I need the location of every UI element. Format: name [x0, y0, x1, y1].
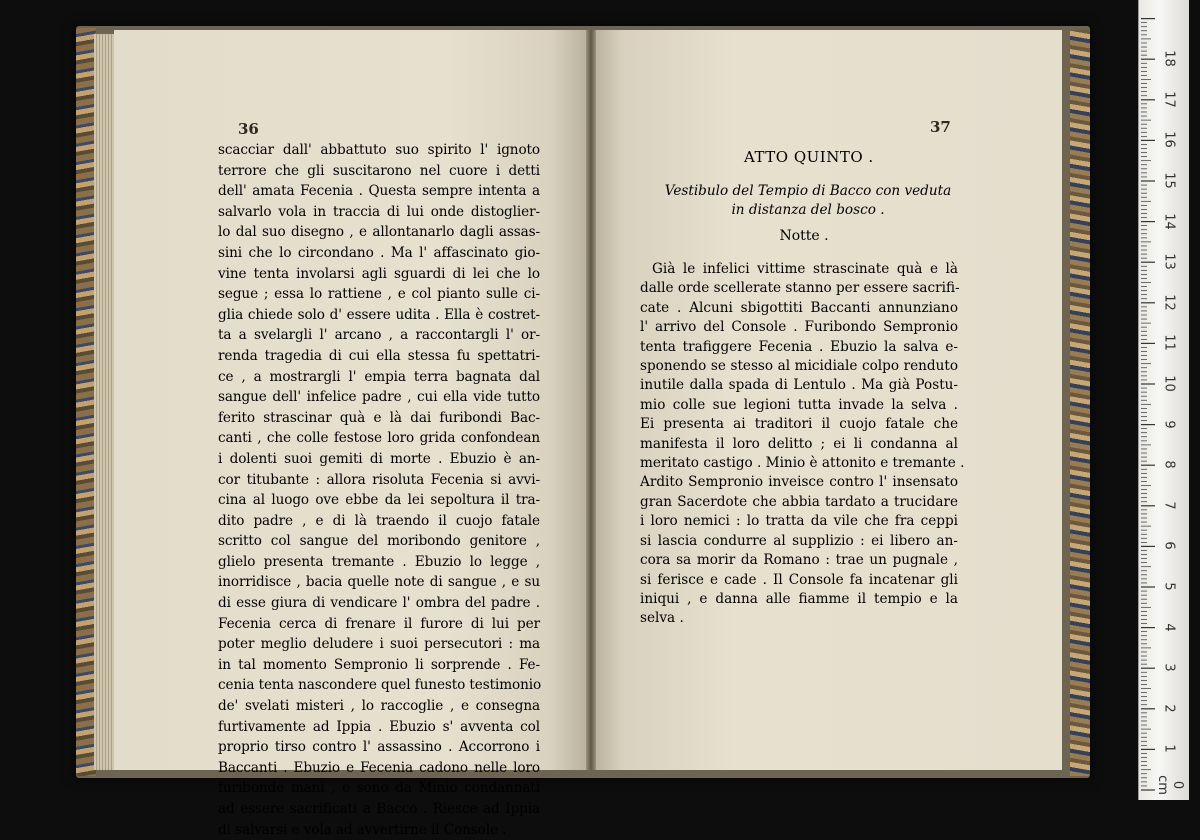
- scene-description: [648, 182, 968, 220]
- ruler-label: 6: [1161, 541, 1177, 551]
- text-line: gran Sacerdote che abbia tardato a trucidare: [640, 493, 958, 510]
- scene-line: in distanza del bosco .: [731, 202, 885, 218]
- text-line: Baccanti . Ebuzio e Fecenia cadono nelle loro: [218, 759, 540, 776]
- ruler-label: 8: [1161, 460, 1177, 469]
- text-line: manifesta il loro delitto ; ei li condanna al: [640, 435, 958, 452]
- act-title: ATTO QUINTO .: [744, 148, 874, 166]
- text-line: ta a svelargli l' arcano , a raccontargli l' or-: [218, 327, 540, 344]
- left-page-text: [218, 140, 540, 840]
- text-line: i loro nemici : lo tratta da vile che fra ceppi: [640, 513, 958, 530]
- book-gutter: [586, 30, 596, 770]
- text-line: dito padre , e di là traendo il cuojo fatale: [218, 512, 540, 529]
- text-line: poter meglio deludere i suoi persecutori : ma: [218, 636, 540, 653]
- ruler-label: 9: [1161, 419, 1177, 429]
- ruler-label: 3: [1161, 663, 1177, 672]
- ruler-label: 15: [1161, 172, 1177, 189]
- text-line: terrore che gli suscitarono nel cuore i detti: [218, 162, 540, 179]
- ruler-label: 17: [1161, 91, 1177, 108]
- text-line: scritto col sangue del moribondo genitore ,: [218, 533, 540, 550]
- ruler-label: 4: [1161, 622, 1177, 632]
- text-line: glielo presenta tremante . Ebuzio lo legge ,: [218, 553, 540, 570]
- ruler-label: 18: [1161, 50, 1177, 67]
- right-page-text: [640, 260, 965, 629]
- text-line: iniqui , e danna alle fiamme il tempio e la: [640, 590, 958, 607]
- text-line: canti , che colle festose loro grida confondean: [218, 430, 540, 447]
- text-line: l' arrivo del Console . Furibondo Sempronio: [640, 319, 958, 336]
- text-line: proprio tirso contro l' assassino . Accorrono i: [218, 739, 540, 756]
- page-edges: [94, 34, 116, 770]
- ruler-unit-label: 0 cm: [1155, 775, 1185, 795]
- right-page-number: 37: [930, 118, 951, 136]
- text-line: sini che lo circondano . Ma l' affascinato gio-: [218, 244, 540, 261]
- text-line: glia chiede solo d' essere udita . Ella è costret-: [218, 306, 540, 323]
- ruler-label: 1: [1161, 744, 1177, 754]
- text-line: Fecenia cerca di frenare il furore di lui per: [218, 615, 540, 632]
- text-line: Ardito Sempronio inveisce contro l' insensato: [640, 474, 958, 491]
- text-line: Già le infelici vittime strascinate quà e là: [652, 261, 958, 277]
- text-line: i dolenti suoi gemiti di morte . Ebuzio è an-: [218, 450, 540, 467]
- ruler-label: 10: [1161, 375, 1177, 392]
- text-line: sangue dell' infelice padre , cui ella vide tutto: [218, 389, 540, 406]
- text-line: ad essere sacrificati a Bacco . Riesce ad Ippia: [218, 801, 540, 817]
- text-line: furibonde mani , e sono da Minio condannati: [218, 780, 540, 797]
- time-of-day: Notte .: [779, 228, 829, 244]
- text-line: Ei presenta ai traditori il cuojo fatale che: [640, 416, 958, 433]
- text-line: si ferisce e cade . Il Console fa incatenar gli: [640, 571, 958, 588]
- text-line: de' svelati misteri , lo raccoglie , e consegna: [218, 698, 540, 715]
- text-line: sponendo se stesso al micidiale colpo renduto: [640, 358, 958, 375]
- text-line: dell' amata Fecenia . Questa sempre intenta a: [218, 183, 540, 200]
- marbled-cover-right: [1070, 30, 1090, 776]
- text-line: cenia tenta nascondere quel funesto testimonio: [218, 677, 542, 694]
- text-line: segue ; essa lo rattiene , e col pianto sulle ci-: [218, 286, 540, 303]
- text-line: in tal momento Sempronio li sorprende . Fe-: [218, 656, 540, 673]
- text-line: meritato castigo . Minio è attonito e tremante .: [640, 455, 965, 472]
- text-line: cate . Alcuni sbigottiti Baccanti annunziano: [640, 299, 958, 316]
- text-line: mio colle sue legioni tutta invade la selva .: [640, 396, 958, 413]
- text-line: cina al luogo ove ebbe da lei sepoltura il tra-: [218, 492, 540, 509]
- text-line: renda tragedia di cui ella stessa fu spettatri-: [218, 347, 540, 364]
- text-line: inutile dalla spada di Lentulo . Ma già Postu-: [640, 377, 958, 394]
- measuring-ruler: [1138, 0, 1189, 800]
- text-line: cor titubante : allora risoluta Fecenia si avvi-: [218, 471, 540, 488]
- text-line: scacciar dall' abbattuto suo spirito l' ignoto: [218, 142, 540, 158]
- ruler-label: 14: [1161, 212, 1177, 230]
- left-page-number: 36: [238, 120, 259, 138]
- text-line: inorridisce , bacia quelle note di sangue , e su: [218, 574, 540, 591]
- ruler-label: 16: [1161, 131, 1177, 149]
- scene-line: Vestibulo del Tempio di Bacco con veduta: [664, 183, 952, 199]
- ruler-label: 12: [1161, 294, 1177, 311]
- text-line: furtivamente ad Ippia . Ebuzio s' avventa col: [218, 718, 540, 735]
- text-line: cora sa morir da Romano : trae un pugnale ,: [640, 552, 958, 569]
- text-line: ferito strascinar quà e là dai furibondi Bac-: [218, 409, 540, 426]
- ruler-label: 13: [1161, 253, 1177, 270]
- text-line: selva .: [640, 610, 684, 627]
- ruler-label: 5: [1161, 582, 1177, 591]
- text-line: dalle orde scellerate stanno per essere sacrifi-: [640, 280, 960, 297]
- text-line: vine tenta involarsi agli sguardi di lei che lo: [218, 265, 540, 282]
- text-line: tenta trafiggere Fecenia . Ebuzio la salva e-: [640, 338, 958, 355]
- ruler-label: 7: [1161, 501, 1177, 510]
- text-line: salvarlo vola in traccia di lui onde distoglier-: [218, 203, 540, 220]
- ruler-label: 2: [1161, 704, 1177, 713]
- ruler-label: 11: [1161, 334, 1177, 352]
- text-line: si lascia condurre al supplizio : ei libero an-: [640, 532, 958, 549]
- ruler-ticks: [1139, 0, 1189, 800]
- text-line: di salvarsi e vola ad avvertirne il Console .: [218, 821, 507, 838]
- text-line: di esse giura di vendicare l' ombra del padre .: [218, 595, 540, 612]
- marbled-cover-left: [76, 28, 96, 776]
- text-line: lo dal suo disegno , e allontanarlo dagli assas-: [218, 224, 540, 241]
- text-line: ce , a mostrargli l' empia terra bagnata dal: [218, 368, 540, 385]
